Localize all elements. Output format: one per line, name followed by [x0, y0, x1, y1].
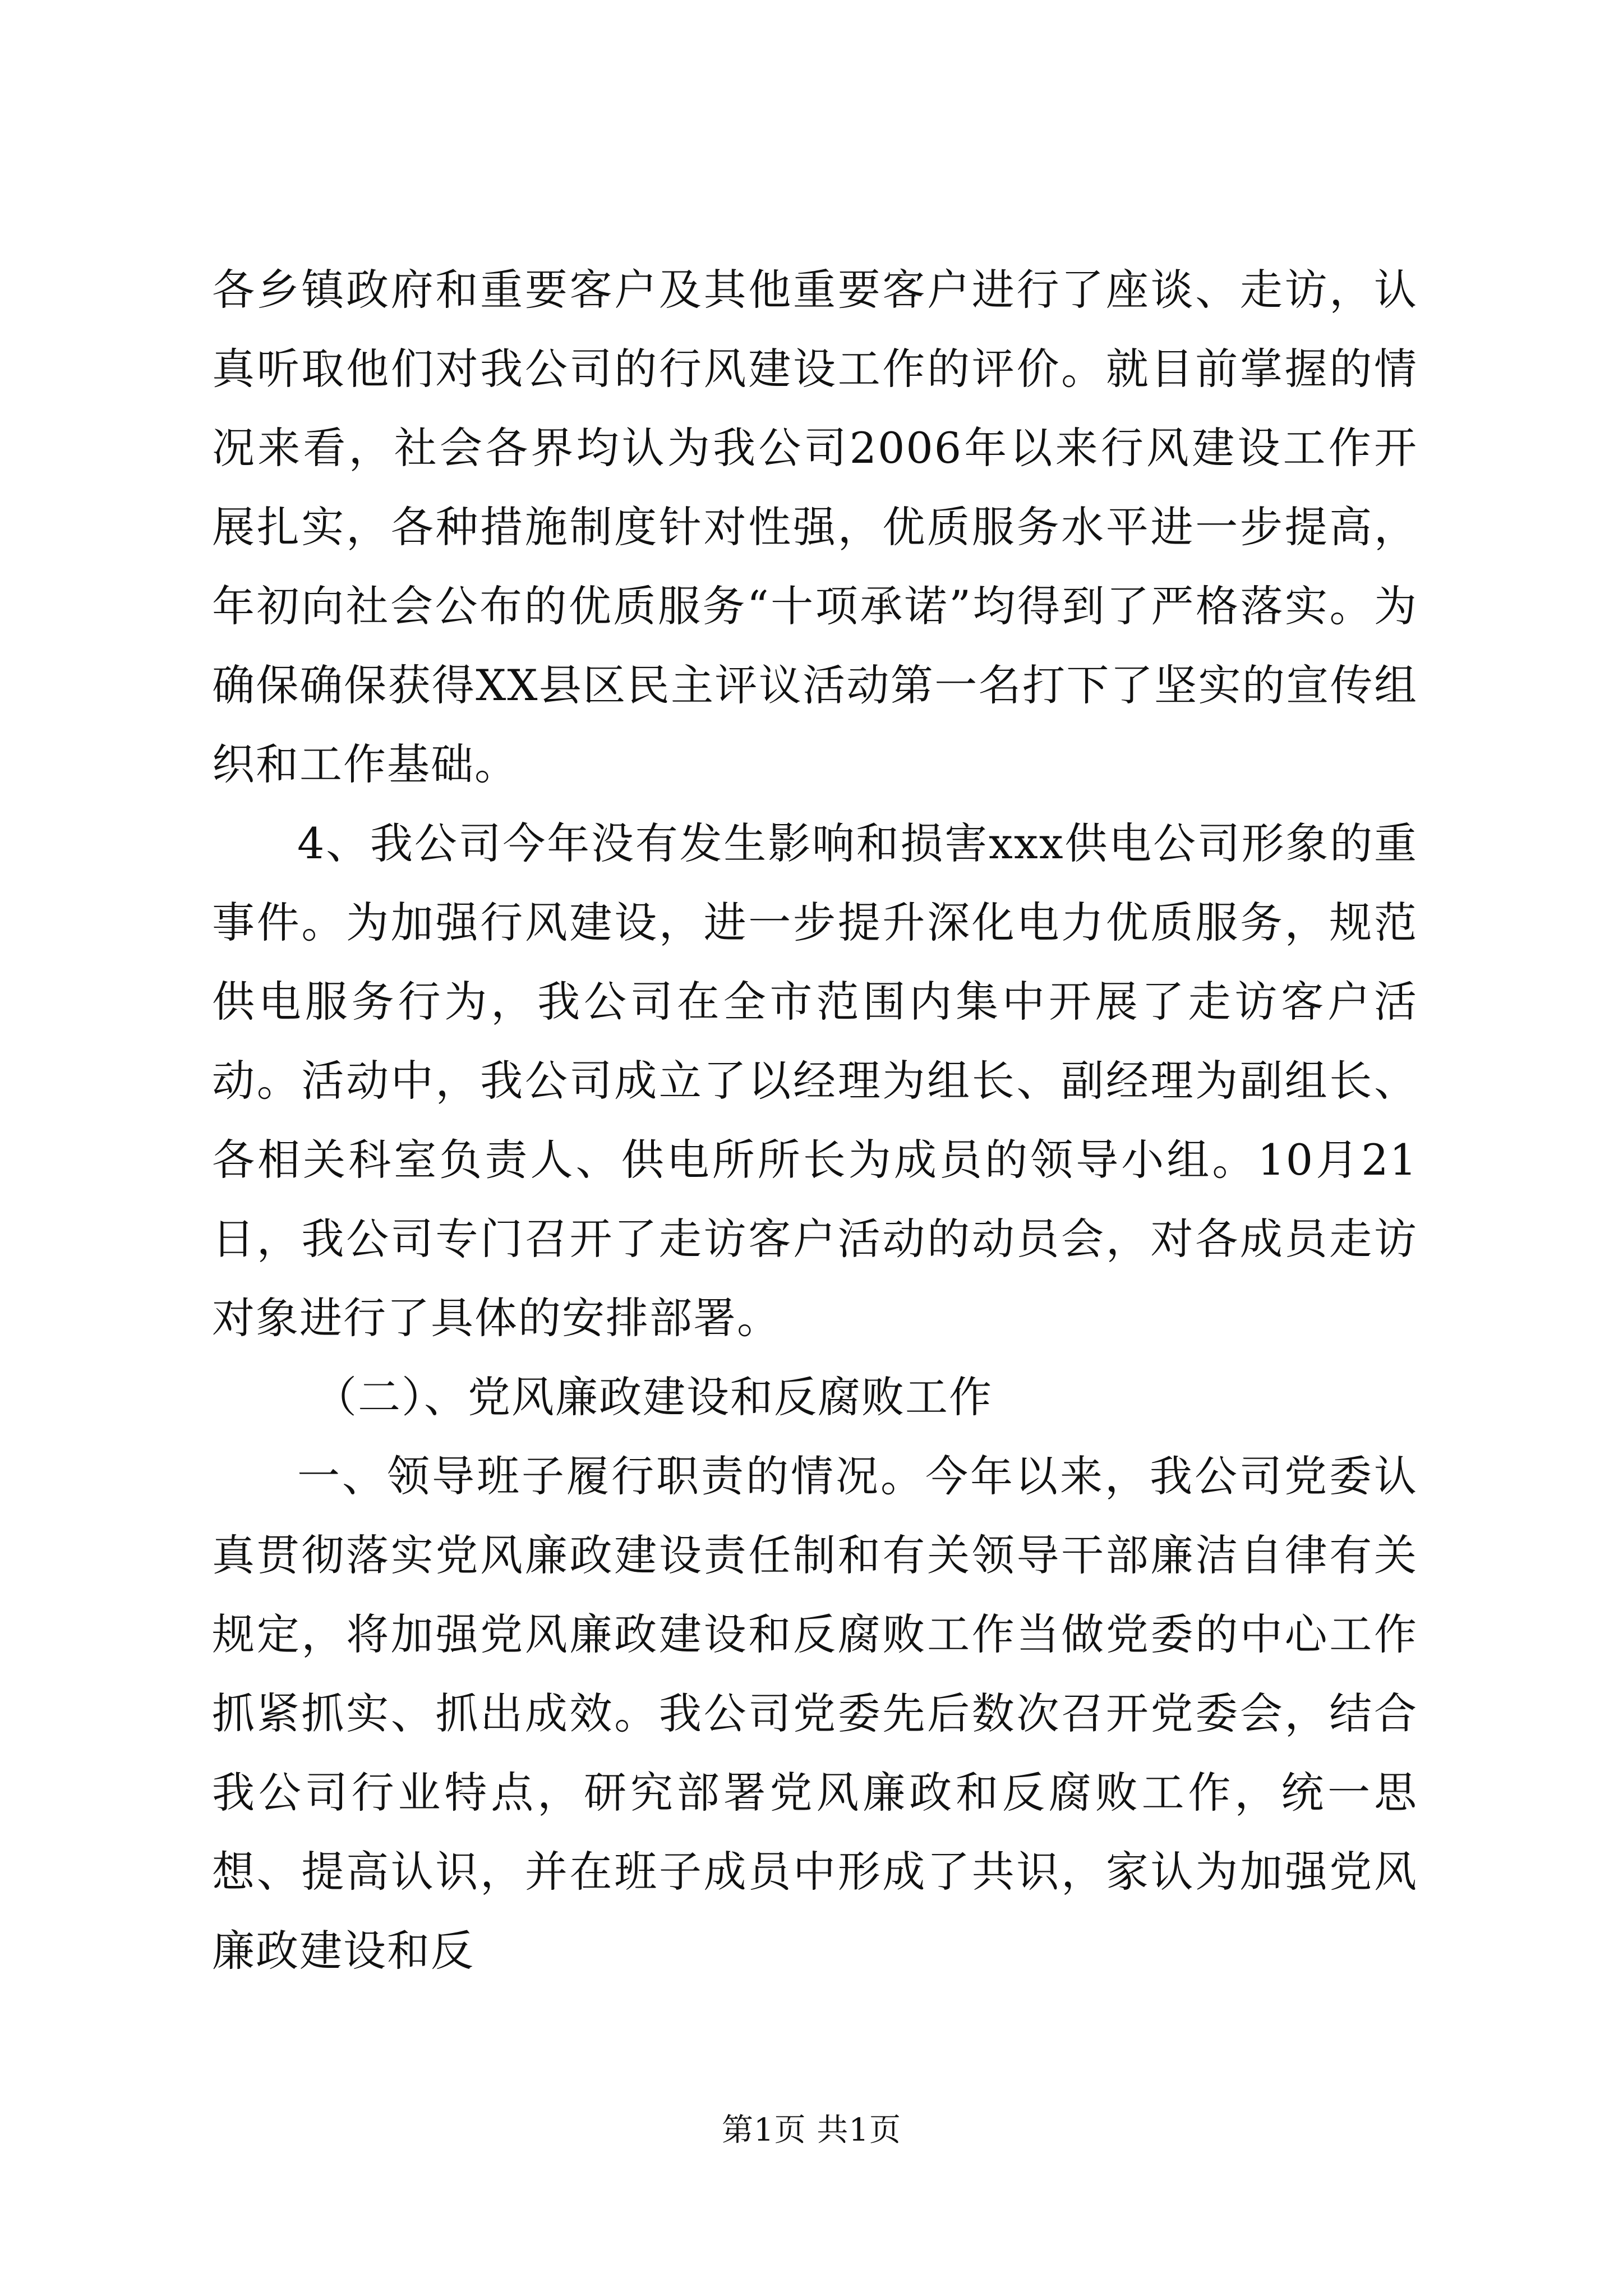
- paragraph-visit-results: 各乡镇政府和重要客户及其他重要客户进行了座谈、走访，认真听取他们对我公司的行风建设工作的评价。就目前掌握的情况来看，社会各界均认为我公司2006年以来行风建设工作开展扎实，各种措施制度针对性强，优质服务水平进一步提高，年初向社会公布的优质服务“十项承诺”均得到了严格落实。为确保确保获得XX县区民主评议活动第一名打下了坚实的宣传组织和工作基础。: [212, 265, 1418, 789]
- document-body: [212, 250, 1418, 1990]
- section-heading: （二）、党风廉政建设和反腐败工作: [314, 1372, 993, 1422]
- page-footer: 第1页 共1页: [721, 2112, 902, 2148]
- paragraph-item-4: 4、我公司今年没有发生影响和损害xxx供电公司形象的重事件。为加强行风建设，进一步提升深化电力优质服务，规范供电服务行为，我公司在全市范围内集中开展了走访客户活动。活动中，我公司成立了以经理为组长、副经理为副组长、各相关科室负责人、供电所所长为成员的领导小组。10月21日，我公司专门召开了走访客户活动的动员会，对各成员走访对象进行了具体的安排部署。: [212, 818, 1418, 1343]
- paragraph-leadership-duties: 一、领导班子履行职责的情况。今年以来，我公司党委认真贯彻落实党风廉政建设责任制和有关领导干部廉洁自律有关规定，将加强党风廉政建设和反腐败工作当做党委的中心工作抓紧抓实、抓出成效。我公司党委先后数次召开党委会，结合我公司行业特点，研究部署党风廉政和反腐败工作，统一思想、提高认识，并在班子成员中形成了共识，家认为加强党风廉政建设和反: [212, 1451, 1418, 1976]
